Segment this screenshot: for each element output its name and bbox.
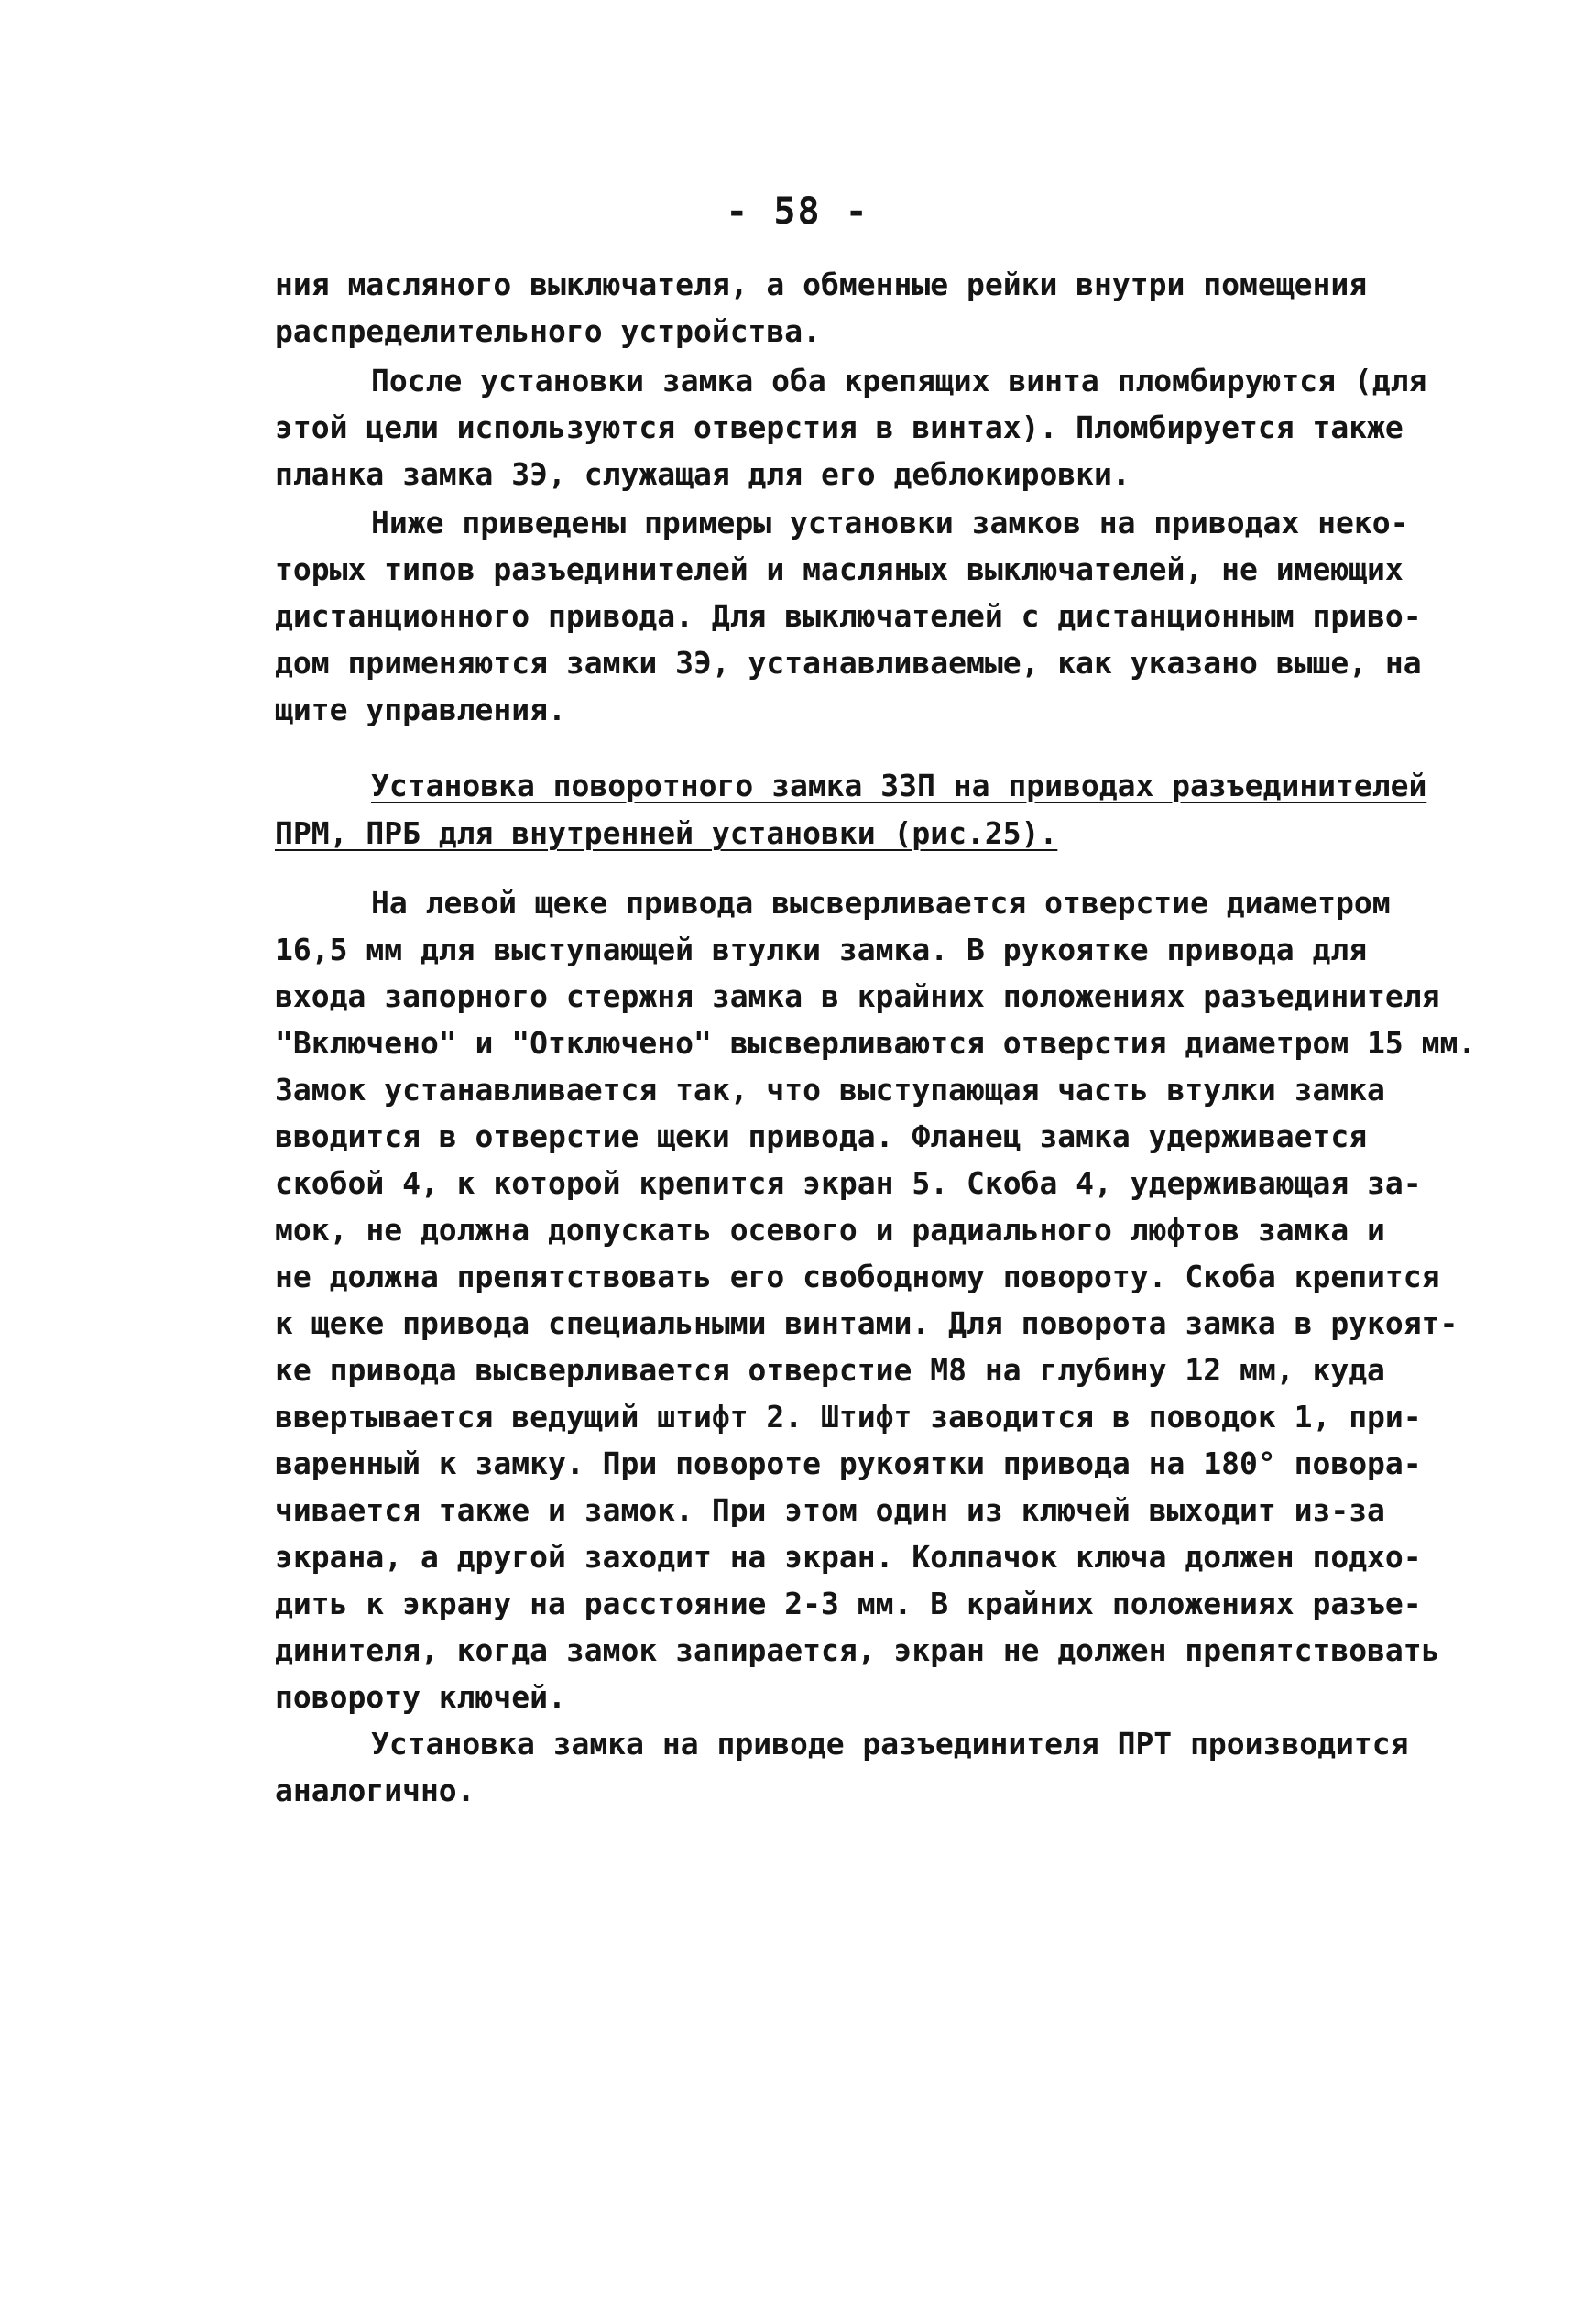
text-line: Замок устанавливается так, что выступающая часть втулки замка	[275, 1072, 1385, 1107]
text-line: чивается также и замок. При этом один из ключей выходит из-за	[275, 1492, 1385, 1528]
text-line: На левой щеке привода высверливается отверстие диаметром	[371, 885, 1391, 921]
text-line: варенный к замку. При повороте рукоятки привода на 180° повора-	[275, 1446, 1422, 1481]
page-number: - 58 -	[726, 191, 869, 233]
text-line: торых типов разъединителей и масляных выключателей, не имеющих	[275, 551, 1404, 587]
text-line: 16,5 мм для выступающей втулки замка. В рукоятке привода для	[275, 932, 1368, 967]
text-line: Ниже приведены примеры установки замков на приводах неко-	[371, 505, 1409, 540]
text-line: После установки замка оба крепящих винта пломбируются (для	[371, 363, 1427, 398]
section-heading	[275, 762, 1493, 857]
paragraph-prt	[275, 1720, 1493, 1814]
text-line: к щеке привода специальными винтами. Для поворота замка в рукоят-	[275, 1305, 1458, 1341]
text-line: этой цели используются отверстия в винтах). Пломбируется также	[275, 409, 1404, 445]
text-line: дистанционного привода. Для выключателей с дистанционным приво-	[275, 598, 1422, 634]
intro-paragraph	[275, 261, 1493, 355]
text-line: аналогично.	[275, 1773, 475, 1808]
heading-line	[275, 810, 1493, 857]
paragraph-installation	[275, 879, 1493, 1720]
text-line: "Включено" и "Отключено" высверливаются отверстия диаметром 15 мм.	[275, 1025, 1477, 1061]
text-line: распределительного устройства.	[275, 313, 822, 349]
text-line: входа запорного стержня замка в крайних положениях разъединителя	[275, 978, 1440, 1014]
text-line: дом применяются замки 3Э, устанавливаемые, как указано выше, на	[275, 645, 1422, 681]
text-line: экрана, а другой заходит на экран. Колпачок ключа должен подхо-	[275, 1539, 1422, 1575]
text-line: ввертывается ведущий штифт 2. Штифт заводится в поводок 1, при-	[275, 1399, 1422, 1435]
text-line: мок, не должна допускать осевого и радиального люфтов замка и	[275, 1212, 1385, 1248]
paragraph-examples	[275, 499, 1493, 733]
heading-text: ПРМ, ПРБ для внутренней установки (рис.25).	[275, 815, 1058, 851]
text-line: Установка замка на приводе разъединителя ПРТ производится	[371, 1726, 1409, 1762]
text-line: вводится в отверстие щеки привода. Фланец замка удерживается	[275, 1118, 1368, 1154]
heading-line	[275, 762, 1493, 810]
text-line: планка замка 3Э, служащая для его деблокировки.	[275, 456, 1131, 492]
text-line: ния масляного выключателя, а обменные рейки внутри помещения	[275, 267, 1368, 302]
paragraph-sealing	[275, 357, 1493, 497]
text-line: дить к экрану на расстояние 2-3 мм. В крайних положениях разъе-	[275, 1586, 1422, 1621]
text-line: повороту ключей.	[275, 1679, 566, 1715]
text-line: не должна препятствовать его свободному повороту. Скоба крепится	[275, 1259, 1440, 1294]
text-line: динителя, когда замок запирается, экран не должен препятствовать	[275, 1632, 1440, 1668]
text-line: скобой 4, к которой крепится экран 5. Скоба 4, удерживающая за-	[275, 1165, 1422, 1201]
heading-text: Установка поворотного замка 3ЗП на приводах разъединителей	[371, 768, 1427, 803]
text-line: ке привода высверливается отверстие М8 на глубину 12 мм, куда	[275, 1352, 1385, 1388]
text-line: щите управления.	[275, 692, 566, 727]
